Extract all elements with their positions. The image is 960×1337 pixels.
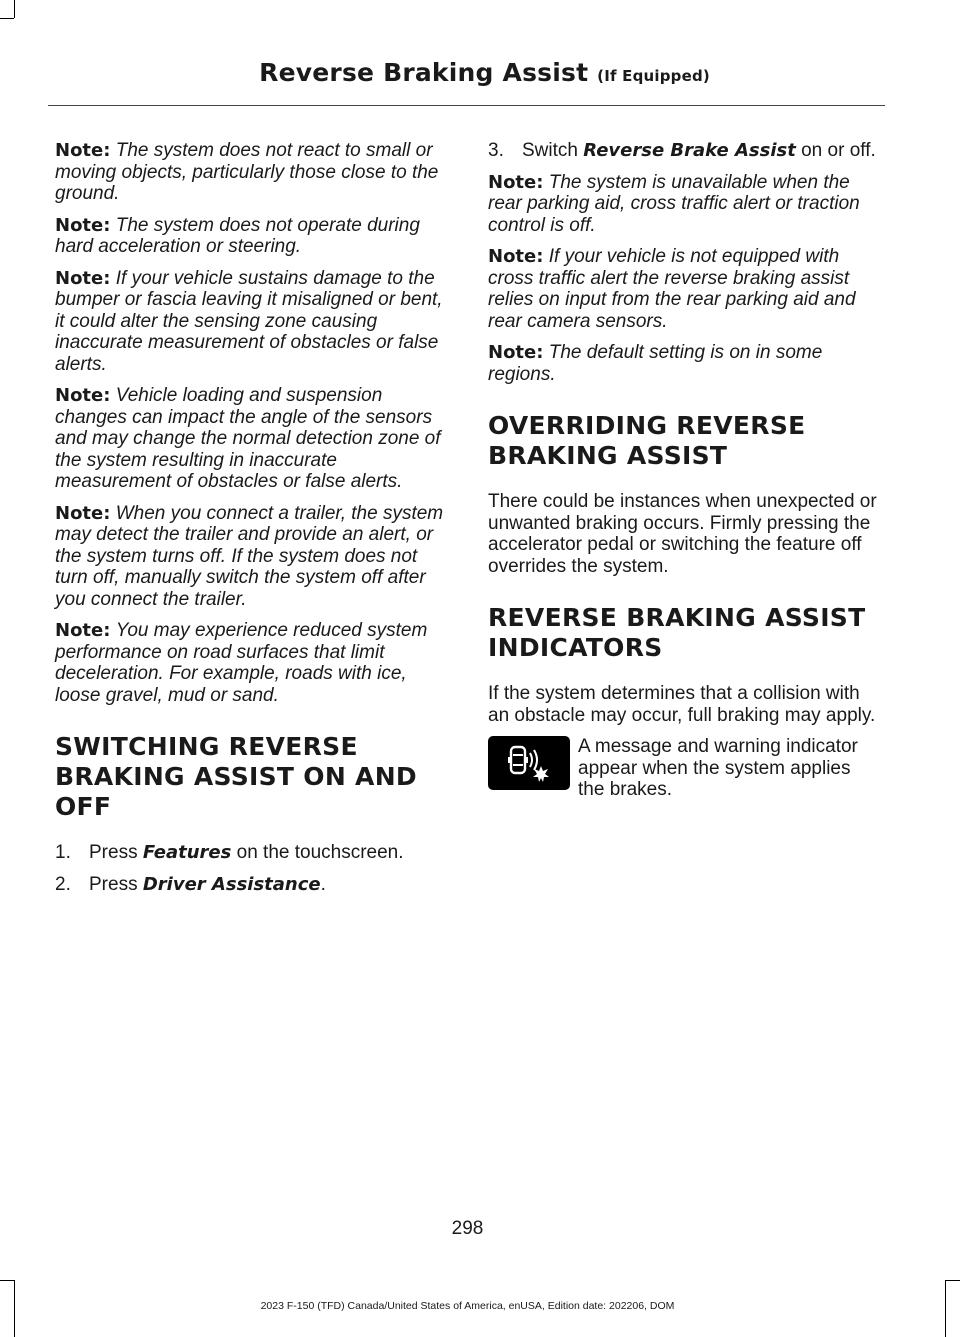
crop-mark xyxy=(14,0,15,18)
indicators-paragraph: If the system determines that a collision with an obstacle may occur, full braking may apply. xyxy=(488,683,876,726)
step-item: 2. Press Driver Assistance. xyxy=(55,873,326,895)
page-header-title xyxy=(259,58,710,87)
section-heading-indicators: REVERSE BRAKING ASSIST INDICATORS xyxy=(488,603,866,662)
page-footer: 2023 F-150 (TFD) Canada/United States of America, enUSA, Edition date: 202206, DOM xyxy=(260,1300,675,1312)
note: Note: You may experience reduced system performance on road surfaces that limit deceleration. For example, roads with ice, loose gravel, mud or sand. xyxy=(55,620,428,706)
note: Note: The system does not react to small or moving objects, particularly those close to the ground. xyxy=(55,140,439,204)
step-item: 3. Switch Reverse Brake Assist on or off. xyxy=(488,140,876,161)
crop-mark xyxy=(0,18,14,19)
left-column xyxy=(55,140,447,905)
indicator-caption: A message and warning indicator appear when the system applies the brakes. xyxy=(578,736,858,800)
right-column xyxy=(488,140,880,801)
header-title-text: Reverse Braking Assist xyxy=(259,58,589,87)
note: Note: If your vehicle sustains damage to the bumper or fascia leaving it misaligned or bent, it could alter the sensing zone causing inaccurate measurement of obstacles or false alerts. xyxy=(55,267,443,375)
reverse-braking-warning-icon xyxy=(488,736,570,790)
section-heading-overriding: OVERRIDING REVERSE BRAKING ASSIST xyxy=(488,411,806,470)
page-number: 298 xyxy=(451,1218,484,1239)
note: Note: The system is unavailable when the rear parking aid, cross traffic alert or traction control is off. xyxy=(488,171,860,236)
note: Note: The system does not operate during hard acceleration or steering. xyxy=(55,214,420,257)
step-item: 1. Press Features on the touchscreen. xyxy=(55,842,404,863)
override-paragraph: There could be instances when unexpected or unwanted braking occurs. Firmly pressing the accelerator pedal or switching the feature off overrides the system. xyxy=(488,491,877,577)
crop-mark xyxy=(0,1280,14,1281)
note: Note: If your vehicle is not equipped with cross traffic alert the reverse braking assist relies on input from the rear parking aid and rear camera sensors. xyxy=(488,246,856,332)
header-title-suffix: (If Equipped) xyxy=(597,67,710,85)
header-divider xyxy=(48,105,885,106)
indicator-row xyxy=(488,736,880,801)
crop-mark xyxy=(945,1280,946,1337)
crop-mark xyxy=(946,1280,960,1281)
section-heading-switching: SWITCHING REVERSE BRAKING ASSIST ON AND OFF xyxy=(55,732,417,821)
note: Note: The default setting is on in some regions. xyxy=(488,342,823,385)
note: Note: Vehicle loading and suspension changes can impact the angle of the sensors and may change the normal detection zone of the system resulting in inaccurate measurement of obstacles or false alerts. xyxy=(55,385,441,492)
note: Note: When you connect a trailer, the system may detect the trailer and provide an alert, or the system turns off. If the system does not turn off, manually switch the system off after you connect the trailer. xyxy=(55,502,444,610)
